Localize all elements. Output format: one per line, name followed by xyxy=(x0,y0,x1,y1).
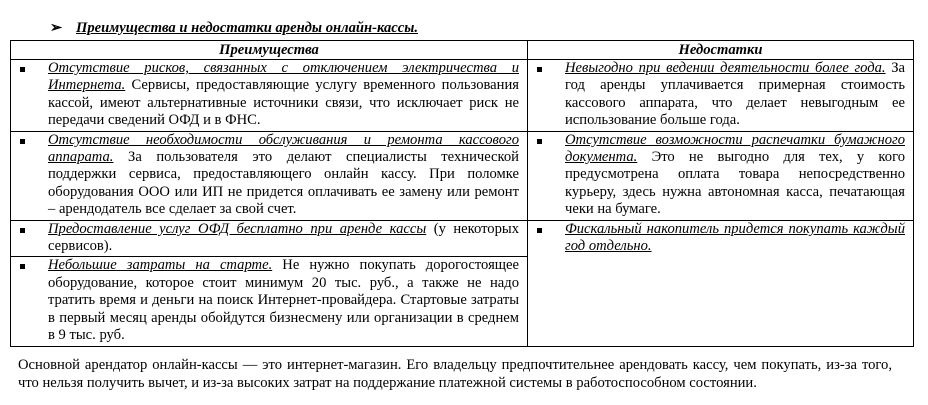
item-text: Не нужно покупать дорогостоящее оборудование, которое стоит минимум 20 тыс. руб., а также не надо тратить время и деньги на поиск Интернет-провайдера. Стартовые затраты в первый месяц аренды обойдутся бизнесмену или организации в среднем в 9 тыс. руб. xyxy=(48,257,519,344)
advantage-item xyxy=(11,60,527,131)
item-text: За год аренды уплачивается примерная стоимость кассового аппарата, что делает невыгодным ее использование больше года. xyxy=(565,60,906,129)
square-bullet-icon xyxy=(20,67,25,72)
advantages-column xyxy=(11,60,528,347)
item-lead: Отсутствие необходимости обслуживания и ремонта кассового аппарата. xyxy=(48,131,519,166)
item-lead: Отсутствие возможности распечатки бумажного документа. xyxy=(565,131,905,166)
item-text: (у некоторых сервисов). xyxy=(48,220,519,255)
table-header-row xyxy=(11,41,914,60)
arrow-bullet-icon: ➢ xyxy=(50,20,63,36)
item-lead: Фискальный накопитель придется покупать каждый год отдельно. xyxy=(565,220,905,255)
disadvantage-item xyxy=(528,60,913,131)
item-text: Это не выгодно для тех, у кого предусмотрена оплата товара непосредственно курьеру, здесь нужна автономная касса, печатающая чеки на бумаге. xyxy=(565,149,905,218)
disadvantages-header: Недостатки xyxy=(528,41,914,60)
advantage-item xyxy=(11,256,527,345)
square-bullet-icon xyxy=(20,228,25,233)
item-lead: Предоставление услуг ОФД бесплатно при аренде кассы xyxy=(48,220,427,237)
section-heading-text: Преимущества и недостатки аренды онлайн-кассы. xyxy=(76,20,419,36)
advantage-item xyxy=(11,220,527,257)
footer-paragraph: Основной арендатор онлайн-кассы — это интернет-магазин. Его владельцу предпочтительнее арендовать кассу, чем покупать, из-за того, что нельзя получить вычет, и из-за высоких затрат на поддержание платежной системы в работоспособном состоянии. xyxy=(18,357,892,391)
square-bullet-icon xyxy=(537,228,542,233)
item-text: Сервисы, предоставляющие услугу временного пользования кассой, имеют альтернативные источники связи, что исключает риск не передачи сведений ОФД и в ФНС. xyxy=(48,77,519,129)
disadvantage-item xyxy=(528,131,913,220)
square-bullet-icon xyxy=(20,139,25,144)
advantages-header: Преимущества xyxy=(11,41,528,60)
square-bullet-icon xyxy=(20,264,25,269)
section-heading xyxy=(50,19,418,39)
disadvantages-column xyxy=(528,60,914,347)
item-lead: Отсутствие рисков, связанных с отключением электричества и Интернета. xyxy=(48,60,519,94)
disadvantage-item xyxy=(528,220,913,257)
square-bullet-icon xyxy=(537,139,542,144)
pros-cons-table xyxy=(10,40,914,347)
item-text: За пользователя это делают специалисты технической поддержки сервиса, предоставляющего онлайн кассу. При поломке оборудования ООО или ИП не придется оплачивать ее замену или ремонт – арендодатель все сделает за свой счет. xyxy=(48,149,519,218)
advantage-item xyxy=(11,131,527,220)
item-lead: Небольшие затраты на старте. xyxy=(48,257,273,274)
square-bullet-icon xyxy=(537,67,542,72)
item-lead: Невыгодно при ведении деятельности более года. xyxy=(565,60,886,76)
